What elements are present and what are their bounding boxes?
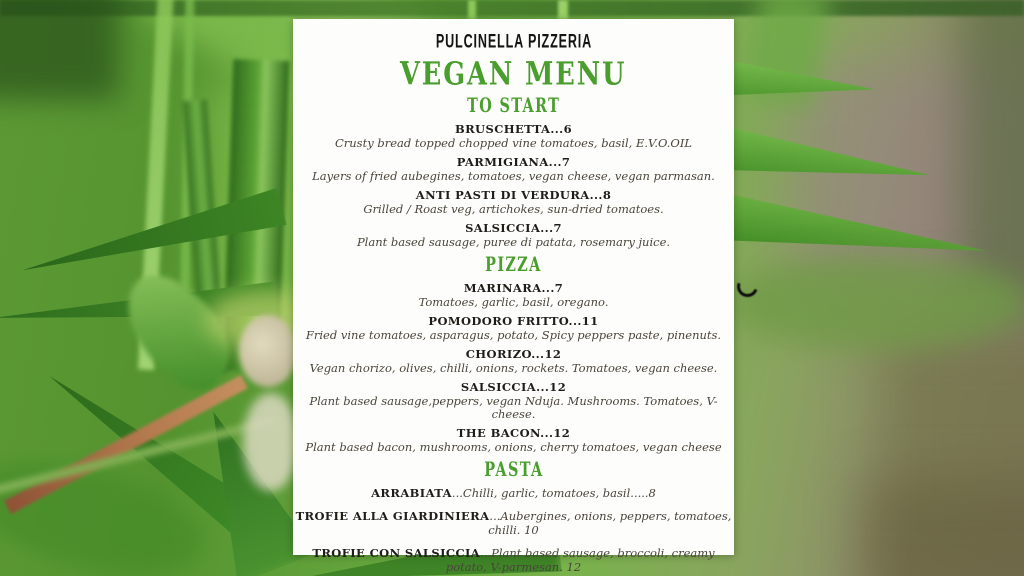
menu-card xyxy=(293,19,734,574)
menu-item-desc: Layers of fried aubegines, tomatoes, vegan cheese, vegan parmasan. xyxy=(312,169,715,183)
menu-item-title: POMODORO FRITTO...11 xyxy=(428,314,599,328)
bottom-right-shadow xyxy=(860,480,1024,576)
menu-item-desc: ...Plant based sausage, broccoli, creamy potato, V-parmesan. 12 xyxy=(445,546,715,574)
menu-item-title: TROFIE ALLA GIARDINIERA xyxy=(295,509,490,523)
restaurant-name: PULCINELLA PIZZERIA xyxy=(435,30,592,53)
menu-item-title: MARINARA...7 xyxy=(463,281,564,295)
menu-item-line xyxy=(293,487,734,501)
dark-top-band xyxy=(0,0,1024,16)
menu-item xyxy=(293,189,734,216)
dark-corner-shadow xyxy=(0,0,120,100)
menu-section-to-start xyxy=(293,96,734,249)
menu-item xyxy=(293,315,734,342)
menu-sections xyxy=(293,96,734,575)
menu-item-title: CHORIZO...12 xyxy=(465,347,562,361)
menu-item-title: SALSICCIA...7 xyxy=(465,221,562,235)
menu-item-line xyxy=(293,510,734,538)
menu-item-desc: ...Chilli, garlic, tomatoes, basil.....8 xyxy=(451,486,656,500)
menu-item-desc: Plant based sausage,peppers, vegan Nduja. Mushrooms. Tomatoes, V-cheese. xyxy=(309,394,718,421)
flower-bud xyxy=(239,315,297,387)
menu-item xyxy=(293,156,734,183)
menu-item xyxy=(293,123,734,150)
section-heading: PIZZA xyxy=(485,253,542,276)
menu-item-title: THE BACON...12 xyxy=(456,426,571,440)
menu-section-pizza xyxy=(293,255,734,454)
menu-item-title: ARRABIATA xyxy=(371,486,452,500)
section-heading: TO START xyxy=(466,94,561,117)
menu-item xyxy=(293,282,734,309)
leaf-blur xyxy=(728,255,1024,350)
menu-item-line xyxy=(293,547,734,575)
menu-item xyxy=(293,222,734,249)
menu-item xyxy=(293,348,734,375)
menu-item-title: ANTI PASTI DI VERDURA...8 xyxy=(415,188,612,202)
menu-item-desc: Fried vine tomatoes, asparagus, potato, Spicy peppers paste, pinenuts. xyxy=(305,328,722,342)
plant-stem xyxy=(558,0,568,20)
menu-item xyxy=(293,427,734,454)
dark-right-edge xyxy=(960,0,1024,310)
menu-item-desc: Vegan chorizo, olives, chilli, onions, rockets. Tomatoes, vegan cheese. xyxy=(309,361,718,375)
menu-title: VEGAN MENU xyxy=(400,56,627,93)
menu-item-desc: Plant based sausage, puree di patata, rosemary juice. xyxy=(356,235,671,249)
menu-section-pasta xyxy=(293,460,734,575)
menu-item-desc: Crusty bread topped chopped vine tomatoes, basil, E.V.O.OIL xyxy=(334,136,693,150)
menu-item-desc: ...Aubergines, onions, peppers, tomatoes, chilli. 10 xyxy=(488,509,732,537)
menu-item-title: BRUSCHETTA...6 xyxy=(454,122,572,136)
menu-item-desc: Grilled / Roast veg, artichokes, sun-dried tomatoes. xyxy=(363,202,664,216)
menu-item-title: SALSICCIA...12 xyxy=(460,380,567,394)
menu-item-desc: Tomatoes, garlic, basil, oregano. xyxy=(418,295,609,309)
menu-item-title: PARMIGIANA...7 xyxy=(456,155,571,169)
menu-item xyxy=(293,381,734,421)
menu-item-title: TROFIE CON SALSICCIA xyxy=(312,546,481,560)
flower-bud xyxy=(243,393,299,491)
section-heading: PASTA xyxy=(483,458,544,481)
menu-item-desc: Plant based bacon, mushrooms, onions, cherry tomatoes, vegan cheese xyxy=(305,440,722,454)
